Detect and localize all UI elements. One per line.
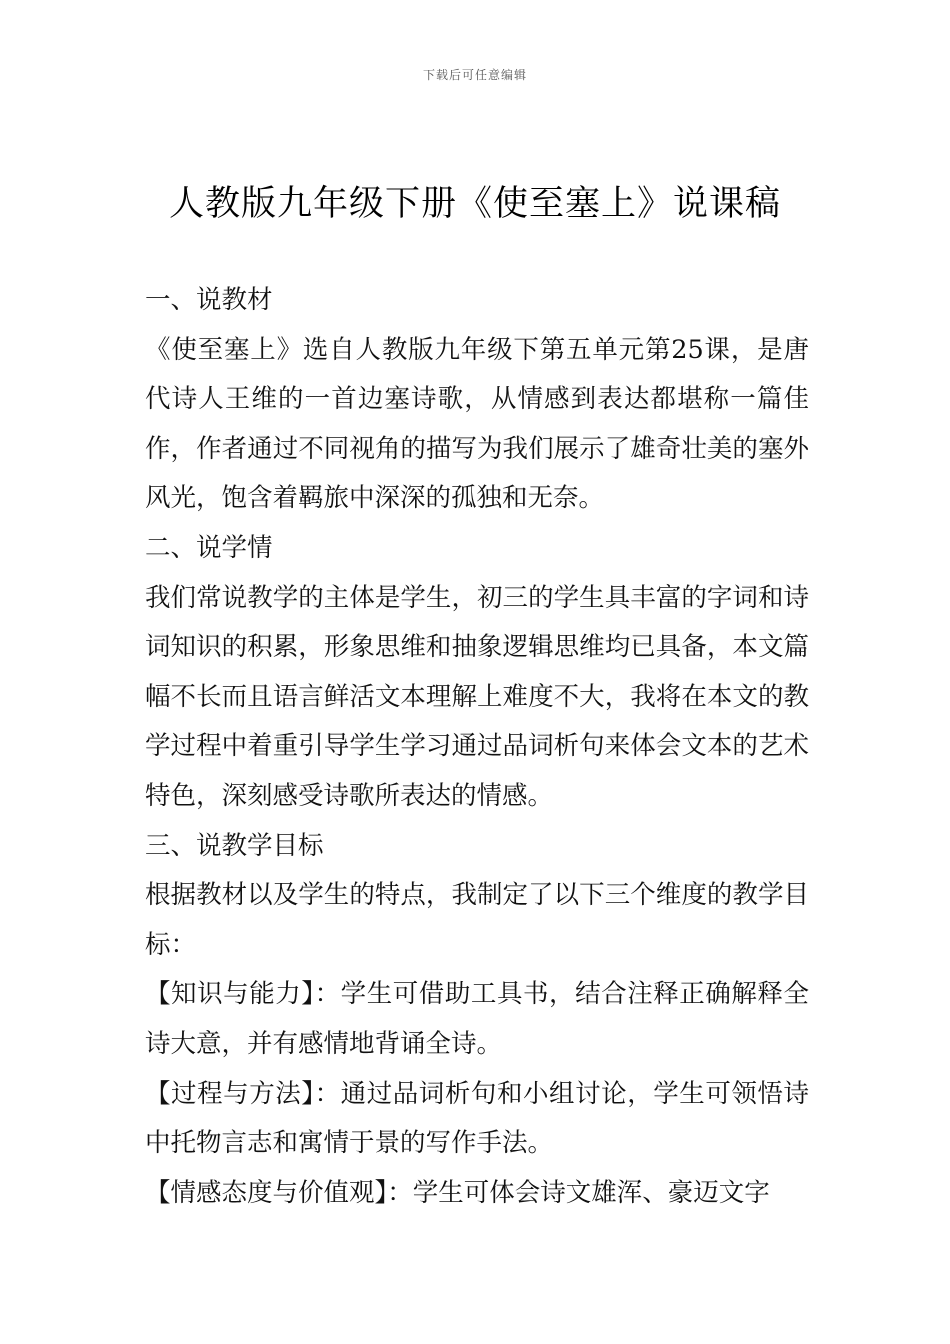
document-body <box>145 276 809 1218</box>
section-heading-students: 二、说学情 <box>145 532 273 563</box>
section-heading-goals: 三、说教学目标 <box>145 830 324 861</box>
paragraph-students: 我们常说教学的主体是学生，初三的学生具丰富的字词和诗词知识的积累，形象思维和抽象逻辑思维均已具备，本文篇幅不长而且语言鲜活文本理解上难度不大，我将在本文的教学过程中着重引导学生学习通过品词析句来体会文本的艺术特色，深刻感受诗歌所表达的情感。 <box>145 582 809 811</box>
document-title: 人教版九年级下册《使至塞上》说课稿 <box>168 184 781 224</box>
section-heading-textbook: 一、说教材 <box>145 285 273 315</box>
paragraph-goal-emotion: 【情感态度与价值观】：学生可体会诗文雄浑、豪迈文字 <box>145 1177 770 1208</box>
paragraph-goal-process: 【过程与方法】：通过品词析句和小组讨论，学生可领悟诗中托物言志和寓情于景的写作手法。 <box>145 1078 809 1159</box>
paragraph-goals-intro: 根据教材以及学生的特点，我制定了以下三个维度的教学目标： <box>145 880 809 960</box>
paragraph-goal-knowledge: 【知识与能力】：学生可借助工具书，结合注释正确解释全诗大意，并有感情地背诵全诗。 <box>145 979 809 1059</box>
header-note: 下载后可任意编辑 <box>422 68 527 82</box>
paragraph-textbook: 《使至塞上》选自人教版九年级下第五单元第25课，是唐代诗人王维的一首边塞诗歌，从情感到表达都堪称一篇佳作，作者通过不同视角的描写为我们展示了雄奇壮美的塞外风光，饱含着羁旅中深深的孤独和无奈。 <box>145 334 809 514</box>
